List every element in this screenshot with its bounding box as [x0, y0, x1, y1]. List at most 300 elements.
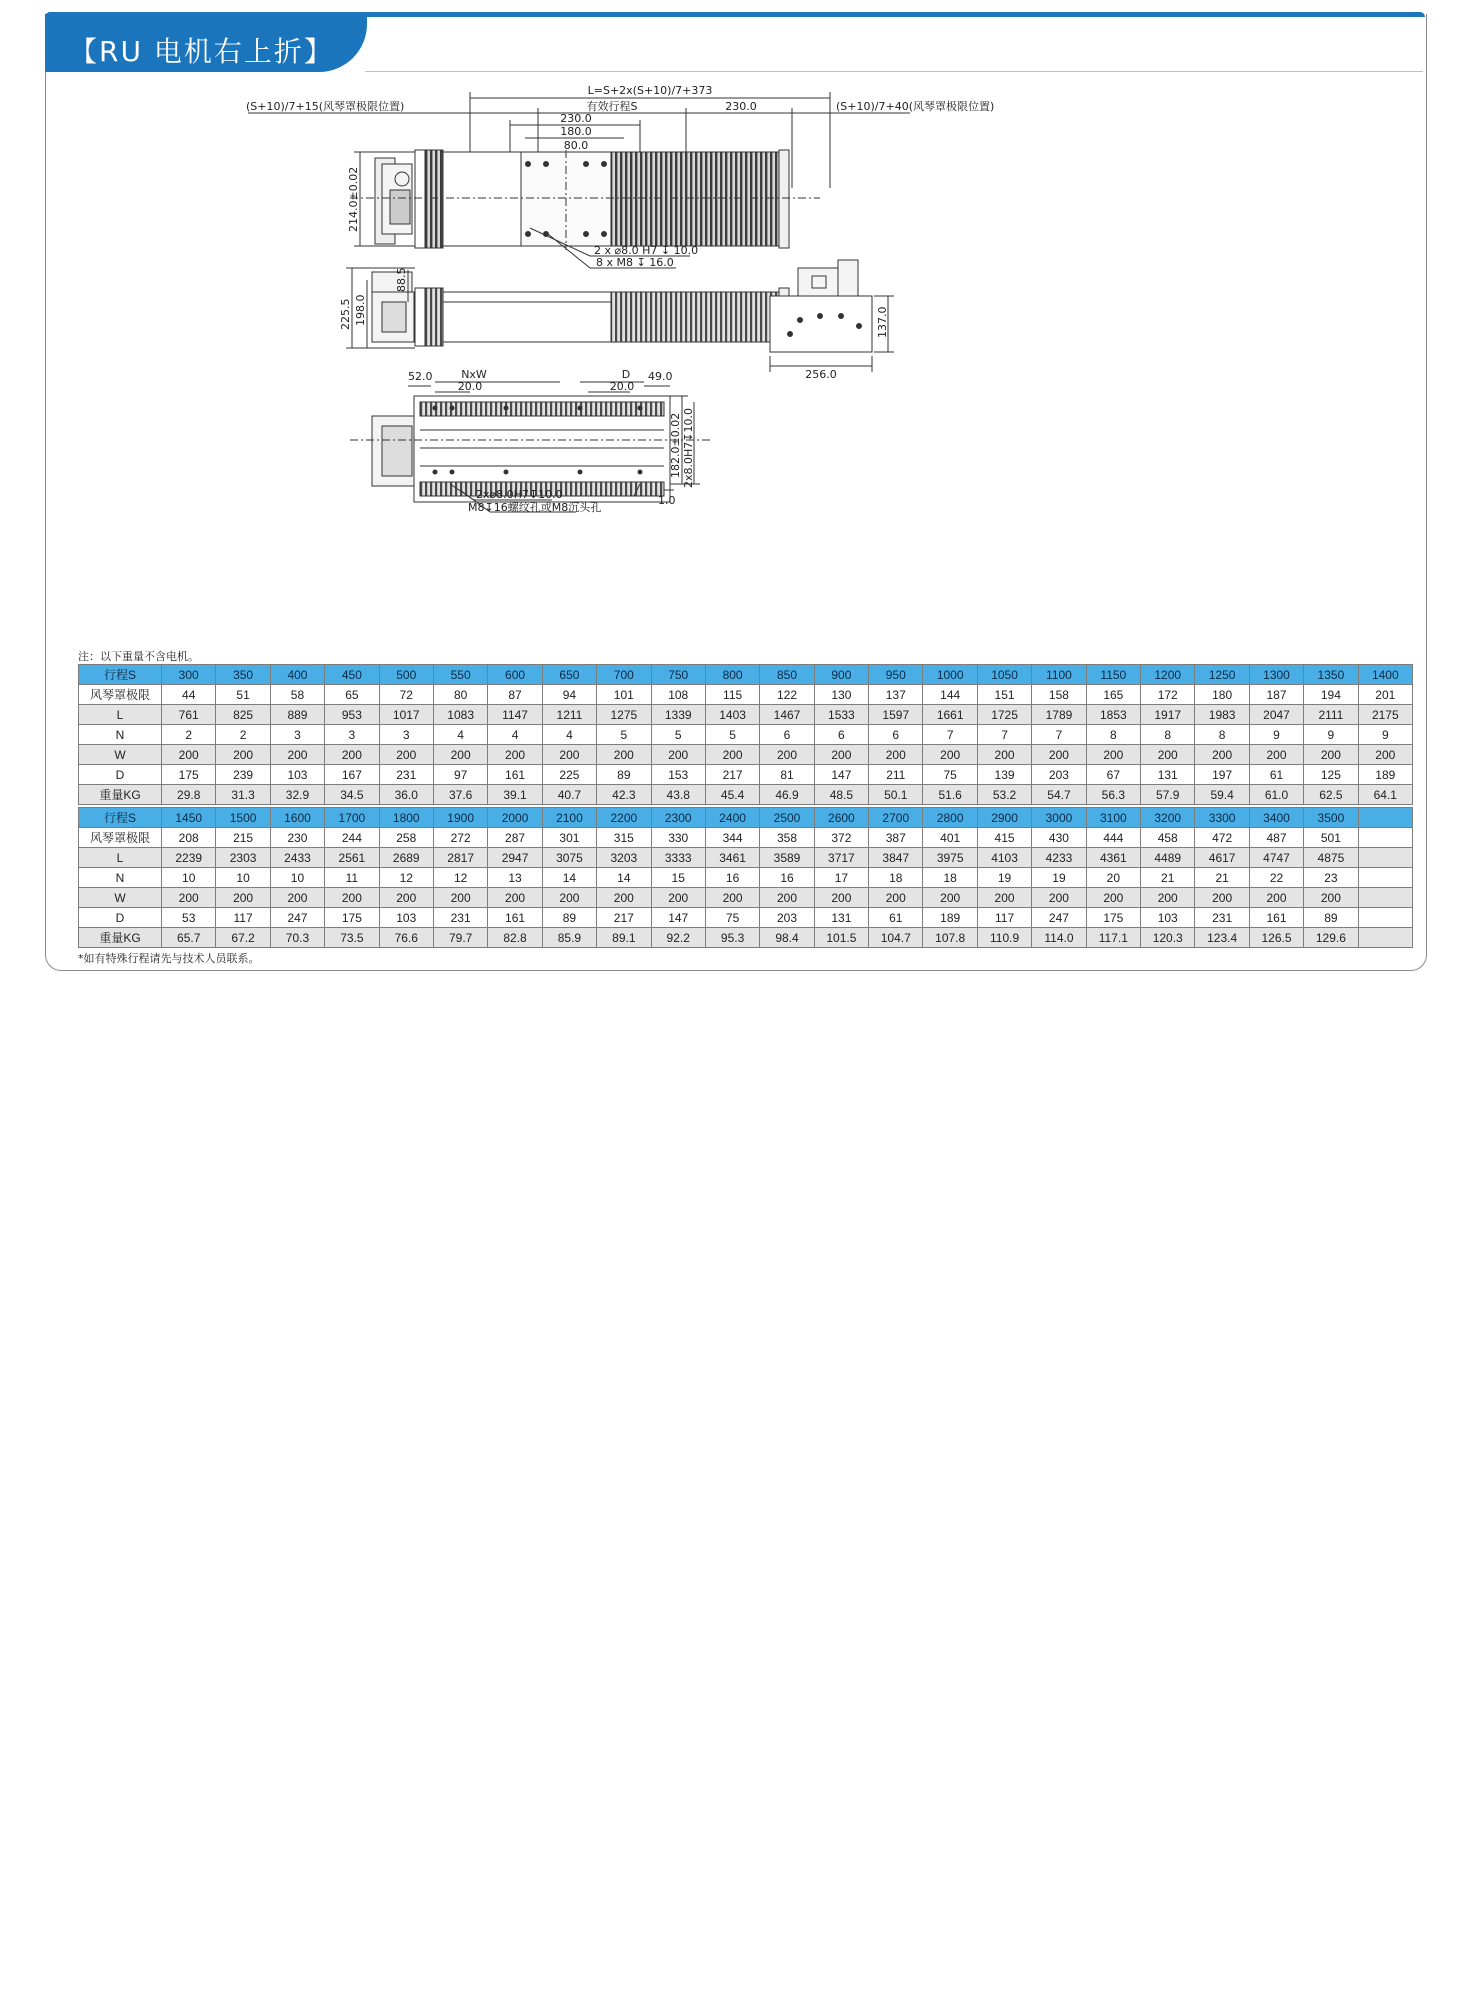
table-cell: 16 [705, 868, 759, 888]
table-cell: 1467 [760, 705, 814, 725]
table-cell: 950 [869, 665, 923, 685]
table-cell: 4875 [1304, 848, 1358, 868]
table-cell: 200 [379, 888, 433, 908]
header-rule [365, 71, 1423, 72]
table-cell: 6 [814, 725, 868, 745]
table-cell: 1725 [977, 705, 1031, 725]
table-cell: 120.3 [1141, 928, 1195, 948]
table-cell: 430 [1032, 828, 1086, 848]
table-cell: 301 [542, 828, 596, 848]
table-cell: 29.8 [162, 785, 216, 805]
bottom-dim-182: 182.0±0.02 [669, 412, 682, 478]
table-cell: 1147 [488, 705, 542, 725]
table-cell: 472 [1195, 828, 1249, 848]
table-cell: 889 [270, 705, 324, 725]
table-cell: 600 [488, 665, 542, 685]
table-cell: 32.9 [270, 785, 324, 805]
table-cell: 16 [760, 868, 814, 888]
table-cell: 401 [923, 828, 977, 848]
row-label-cell: L [79, 848, 162, 868]
table-cell: 2817 [433, 848, 487, 868]
table-cell: 137 [869, 685, 923, 705]
section-tab [45, 14, 367, 72]
table-cell: 3717 [814, 848, 868, 868]
table-cell: 19 [977, 868, 1031, 888]
end-width-label: 256.0 [805, 368, 837, 381]
table-cell: 65.7 [162, 928, 216, 948]
row-label-cell: 风琴罩极限 [79, 828, 162, 848]
table-cell: 40.7 [542, 785, 596, 805]
table-cell: 147 [651, 908, 705, 928]
bottom-hole-note-1: 2x⌀8.0H7↧10.0 [476, 488, 563, 501]
table-cell: 217 [597, 908, 651, 928]
table-cell: 415 [977, 828, 1031, 848]
table-cell: 200 [325, 745, 379, 765]
table-cell: 58 [270, 685, 324, 705]
table-cell: 2175 [1358, 705, 1412, 725]
table-row [79, 868, 1413, 888]
table-cell: 231 [1195, 908, 1249, 928]
table-cell: 200 [814, 888, 868, 908]
table-cell: 130 [814, 685, 868, 705]
table-cell: 2947 [488, 848, 542, 868]
table-cell: 203 [1032, 765, 1086, 785]
table-row [79, 808, 1413, 828]
table-cell: 62.5 [1304, 785, 1358, 805]
table-cell: 147 [814, 765, 868, 785]
table-cell: 9 [1249, 725, 1303, 745]
table-cell: 1200 [1141, 665, 1195, 685]
table-cell: 4747 [1249, 848, 1303, 868]
table-cell: 56.3 [1086, 785, 1140, 805]
table-cell: 3975 [923, 848, 977, 868]
table-cell: 215 [216, 828, 270, 848]
table-cell: 953 [325, 705, 379, 725]
effective-stroke-label: 有效行程S [586, 100, 638, 113]
table-cell: 200 [542, 888, 596, 908]
table-cell: 42.3 [597, 785, 651, 805]
table-cell: 8 [1141, 725, 1195, 745]
table-cell: 200 [1249, 745, 1303, 765]
table-cell: 76.6 [379, 928, 433, 948]
bottom-dim-52: 52.0 [408, 370, 433, 383]
table-cell: 761 [162, 705, 216, 725]
table-cell: 73.5 [325, 928, 379, 948]
row-label-cell: N [79, 868, 162, 888]
table-cell: 4 [488, 725, 542, 745]
table-cell: 39.1 [488, 785, 542, 805]
table-cell: 358 [760, 828, 814, 848]
row-label-cell: N [79, 725, 162, 745]
table-cell: 172 [1141, 685, 1195, 705]
row-label-cell: D [79, 765, 162, 785]
table-cell: 13 [488, 868, 542, 888]
table-cell: 200 [1304, 888, 1358, 908]
table-cell: 217 [705, 765, 759, 785]
table-cell: 272 [433, 828, 487, 848]
table-cell: 225 [542, 765, 596, 785]
table-cell: 89.1 [597, 928, 651, 948]
bottom-dim-1: 1.0 [658, 494, 676, 507]
top-hole-note-1: 2 x ⌀8.0 H7 ↧ 10.0 [594, 244, 699, 257]
table-cell: 197 [1195, 765, 1249, 785]
table-cell: 123.4 [1195, 928, 1249, 948]
table-cell: 79.7 [433, 928, 487, 948]
table-cell: 115 [705, 685, 759, 705]
table-cell: 1983 [1195, 705, 1249, 725]
table-cell: 8 [1195, 725, 1249, 745]
table-cell: 114.0 [1032, 928, 1086, 948]
table-row [79, 908, 1413, 928]
table-cell: 4 [433, 725, 487, 745]
table-cell: 48.5 [814, 785, 868, 805]
table-cell: 200 [162, 745, 216, 765]
table-cell: 67.2 [216, 928, 270, 948]
table-cell: 200 [270, 888, 324, 908]
table-cell: 61 [1249, 765, 1303, 785]
table-cell: 1000 [923, 665, 977, 685]
table-cell: 117 [977, 908, 1031, 928]
table-cell: 200 [216, 888, 270, 908]
table-cell: 201 [1358, 685, 1412, 705]
table-cell: 1050 [977, 665, 1031, 685]
table-cell: 75 [705, 908, 759, 928]
table-cell: 1789 [1032, 705, 1086, 725]
bottom-dim-49: 49.0 [648, 370, 673, 383]
table-cell: 37.6 [433, 785, 487, 805]
table-cell: 104.7 [869, 928, 923, 948]
table-cell: 3075 [542, 848, 596, 868]
table-cell: 43.8 [651, 785, 705, 805]
table-cell: 208 [162, 828, 216, 848]
table-cell [1358, 928, 1412, 948]
table-cell: 200 [977, 888, 1031, 908]
table-cell: 2800 [923, 808, 977, 828]
table-row [79, 888, 1413, 908]
table-cell: 7 [923, 725, 977, 745]
table-cell: 53.2 [977, 785, 1031, 805]
table-cell: 22 [1249, 868, 1303, 888]
table-cell: 1533 [814, 705, 868, 725]
table-cell: 247 [270, 908, 324, 928]
table-cell: 3200 [1141, 808, 1195, 828]
table-cell: 200 [651, 745, 705, 765]
table-cell: 650 [542, 665, 596, 685]
table-cell: 200 [977, 745, 1031, 765]
table-cell: 80 [433, 685, 487, 705]
table-cell: 95.3 [705, 928, 759, 948]
table-cell: 2689 [379, 848, 433, 868]
table-cell: 161 [488, 765, 542, 785]
table-cell: 3 [325, 725, 379, 745]
table-cell: 501 [1304, 828, 1358, 848]
overall-length-label: L=S+2x(S+10)/7+373 [587, 84, 713, 97]
table-cell: 67 [1086, 765, 1140, 785]
table-cell: 101.5 [814, 928, 868, 948]
table-cell: 5 [705, 725, 759, 745]
table-cell: 3300 [1195, 808, 1249, 828]
table-cell: 23 [1304, 868, 1358, 888]
technical-drawing [246, 80, 1130, 655]
table-cell: 800 [705, 665, 759, 685]
table-cell [1358, 848, 1412, 868]
table-cell: 3000 [1032, 808, 1086, 828]
table-cell: 31.3 [216, 785, 270, 805]
table-cell: 103 [379, 908, 433, 928]
row-label-cell: 重量KG [79, 928, 162, 948]
left-limit-label: (S+10)/7+15(风琴罩极限位置) [246, 100, 405, 113]
table-row [79, 928, 1413, 948]
table-cell: 21 [1195, 868, 1249, 888]
table-cell: 1917 [1141, 705, 1195, 725]
table-cell: 200 [869, 888, 923, 908]
table-cell: 247 [1032, 908, 1086, 928]
table-cell: 131 [814, 908, 868, 928]
table-cell: 122 [760, 685, 814, 705]
table-cell: 300 [162, 665, 216, 685]
table-cell: 129.6 [1304, 928, 1358, 948]
table-cell: 1083 [433, 705, 487, 725]
table-cell: 11 [325, 868, 379, 888]
row-label-cell: W [79, 888, 162, 908]
table-cell: 200 [1249, 888, 1303, 908]
table-cell: 61.0 [1249, 785, 1303, 805]
bottom-dim-nxw: NxW [461, 368, 487, 381]
table-row [79, 745, 1413, 765]
table-row [79, 665, 1413, 685]
table-row [79, 828, 1413, 848]
table-cell: 89 [1304, 908, 1358, 928]
table-cell: 59.4 [1195, 785, 1249, 805]
row-label-cell: D [79, 908, 162, 928]
table-cell: 387 [869, 828, 923, 848]
row-label-cell: W [79, 745, 162, 765]
table-cell: 175 [325, 908, 379, 928]
table-cell: 6 [760, 725, 814, 745]
table-cell: 2433 [270, 848, 324, 868]
table-cell: 2100 [542, 808, 596, 828]
table-cell: 200 [325, 888, 379, 908]
table-cell: 200 [923, 745, 977, 765]
table-cell: 167 [325, 765, 379, 785]
table-cell: 1597 [869, 705, 923, 725]
table-cell: 4361 [1086, 848, 1140, 868]
table-cell: 239 [216, 765, 270, 785]
table-cell: 2047 [1249, 705, 1303, 725]
table-cell: 51.6 [923, 785, 977, 805]
table-cell: 3100 [1086, 808, 1140, 828]
table-cell: 200 [1304, 745, 1358, 765]
table-cell: 200 [597, 888, 651, 908]
table-cell: 12 [379, 868, 433, 888]
table-cell: 180 [1195, 685, 1249, 705]
table-cell: 81 [760, 765, 814, 785]
table-cell: 1400 [1358, 665, 1412, 685]
table-cell: 117 [216, 908, 270, 928]
table-cell: 89 [597, 765, 651, 785]
table-cell: 126.5 [1249, 928, 1303, 948]
table-cell: 8 [1086, 725, 1140, 745]
table-cell: 330 [651, 828, 705, 848]
table-cell: 94 [542, 685, 596, 705]
bottom-hole-note-2: M8↧16螺纹孔或M8沉头孔 [468, 501, 602, 514]
table-cell: 200 [216, 745, 270, 765]
table-cell: 200 [1195, 888, 1249, 908]
section-title: 【RU 电机右上折】 [69, 35, 334, 68]
table-cell: 230 [270, 828, 324, 848]
table-cell: 244 [325, 828, 379, 848]
table-cell: 1700 [325, 808, 379, 828]
table-cell: 3500 [1304, 808, 1358, 828]
table-cell: 700 [597, 665, 651, 685]
table-cell: 194 [1304, 685, 1358, 705]
table-cell: 45.4 [705, 785, 759, 805]
table-cell: 189 [923, 908, 977, 928]
table-cell: 2900 [977, 808, 1031, 828]
table-cell: 82.8 [488, 928, 542, 948]
table-cell: 107.8 [923, 928, 977, 948]
table-cell: 117.1 [1086, 928, 1140, 948]
table-cell: 161 [1249, 908, 1303, 928]
table-cell: 7 [1032, 725, 1086, 745]
table-cell: 108 [651, 685, 705, 705]
table-cell: 89 [542, 908, 596, 928]
footnote: *如有特殊行程请先与技术人员联系。 [78, 952, 260, 965]
side-dim-88: 88.5 [395, 267, 408, 292]
table-row [79, 725, 1413, 745]
dim-80-label: 80.0 [563, 139, 589, 152]
table-cell: 4 [542, 725, 596, 745]
table-cell: 17 [814, 868, 868, 888]
bottom-dim-20b: 20.0 [609, 380, 635, 393]
table-cell: 2239 [162, 848, 216, 868]
table-cell: 10 [162, 868, 216, 888]
table-cell: 200 [379, 745, 433, 765]
table-cell: 200 [869, 745, 923, 765]
table-cell: 444 [1086, 828, 1140, 848]
table-cell: 1900 [433, 808, 487, 828]
table-cell: 1250 [1195, 665, 1249, 685]
table-cell: 98.4 [760, 928, 814, 948]
table-cell: 5 [651, 725, 705, 745]
table-cell: 64.1 [1358, 785, 1412, 805]
table-cell: 1403 [705, 705, 759, 725]
side-view [346, 268, 789, 348]
table-cell: 158 [1032, 685, 1086, 705]
table-cell: 287 [488, 828, 542, 848]
table-cell: 200 [433, 745, 487, 765]
table-cell: 53 [162, 908, 216, 928]
table-cell: 350 [216, 665, 270, 685]
table-cell: 151 [977, 685, 1031, 705]
table-cell: 131 [1141, 765, 1195, 785]
table-cell: 2111 [1304, 705, 1358, 725]
table-cell: 211 [869, 765, 923, 785]
table-cell: 4233 [1032, 848, 1086, 868]
table-cell: 825 [216, 705, 270, 725]
table-cell: 1500 [216, 808, 270, 828]
table-cell [1358, 908, 1412, 928]
table-cell: 44 [162, 685, 216, 705]
table-cell: 36.0 [379, 785, 433, 805]
table-cell: 200 [1358, 745, 1412, 765]
table-cell: 200 [270, 745, 324, 765]
table-cell: 20 [1086, 868, 1140, 888]
table-cell: 200 [488, 888, 542, 908]
table-cell: 175 [1086, 908, 1140, 928]
table-cell: 61 [869, 908, 923, 928]
table-row [79, 705, 1413, 725]
table-cell: 200 [651, 888, 705, 908]
table-cell: 200 [705, 888, 759, 908]
table-cell: 161 [488, 908, 542, 928]
table-cell: 50.1 [869, 785, 923, 805]
table-cell: 500 [379, 665, 433, 685]
table-cell: 14 [597, 868, 651, 888]
table-cell: 165 [1086, 685, 1140, 705]
table-cell: 200 [1086, 888, 1140, 908]
table-cell: 18 [869, 868, 923, 888]
table-cell: 10 [270, 868, 324, 888]
table-cell: 2500 [760, 808, 814, 828]
table-cell: 200 [814, 745, 868, 765]
table-cell: 1350 [1304, 665, 1358, 685]
table-cell: 97 [433, 765, 487, 785]
table-row [79, 848, 1413, 868]
row-label-cell: L [79, 705, 162, 725]
table-cell: 85.9 [542, 928, 596, 948]
table-cell: 203 [760, 908, 814, 928]
table-cell: 200 [705, 745, 759, 765]
table-cell: 200 [542, 745, 596, 765]
table-cell: 103 [1141, 908, 1195, 928]
table-cell: 4103 [977, 848, 1031, 868]
table-cell: 1450 [162, 808, 216, 828]
table-cell: 153 [651, 765, 705, 785]
spec-table-2 [78, 807, 1413, 948]
table-cell: 1661 [923, 705, 977, 725]
table-cell [1358, 888, 1412, 908]
table-cell: 6 [869, 725, 923, 745]
spec-table-1 [78, 664, 1413, 805]
dim-180-label: 180.0 [560, 125, 592, 138]
right-limit-label: (S+10)/7+40(风琴罩极限位置) [836, 100, 995, 113]
table-cell: 2400 [705, 808, 759, 828]
table-cell: 200 [488, 745, 542, 765]
table-cell: 550 [433, 665, 487, 685]
table-cell: 3 [379, 725, 433, 745]
table-cell: 189 [1358, 765, 1412, 785]
table-cell: 450 [325, 665, 379, 685]
table-cell: 139 [977, 765, 1031, 785]
table-cell: 87 [488, 685, 542, 705]
table-cell: 1211 [542, 705, 596, 725]
table-cell: 3333 [651, 848, 705, 868]
table-cell: 1800 [379, 808, 433, 828]
table-cell: 2303 [216, 848, 270, 868]
table-cell: 175 [162, 765, 216, 785]
table-cell: 7 [977, 725, 1031, 745]
table-cell: 3 [270, 725, 324, 745]
table-cell: 200 [1086, 745, 1140, 765]
table-cell: 101 [597, 685, 651, 705]
table-cell: 125 [1304, 765, 1358, 785]
table-cell: 1017 [379, 705, 433, 725]
right-offset-label: 230.0 [725, 100, 757, 113]
table-cell: 187 [1249, 685, 1303, 705]
row-label-cell: 重量KG [79, 785, 162, 805]
table-cell: 231 [433, 908, 487, 928]
